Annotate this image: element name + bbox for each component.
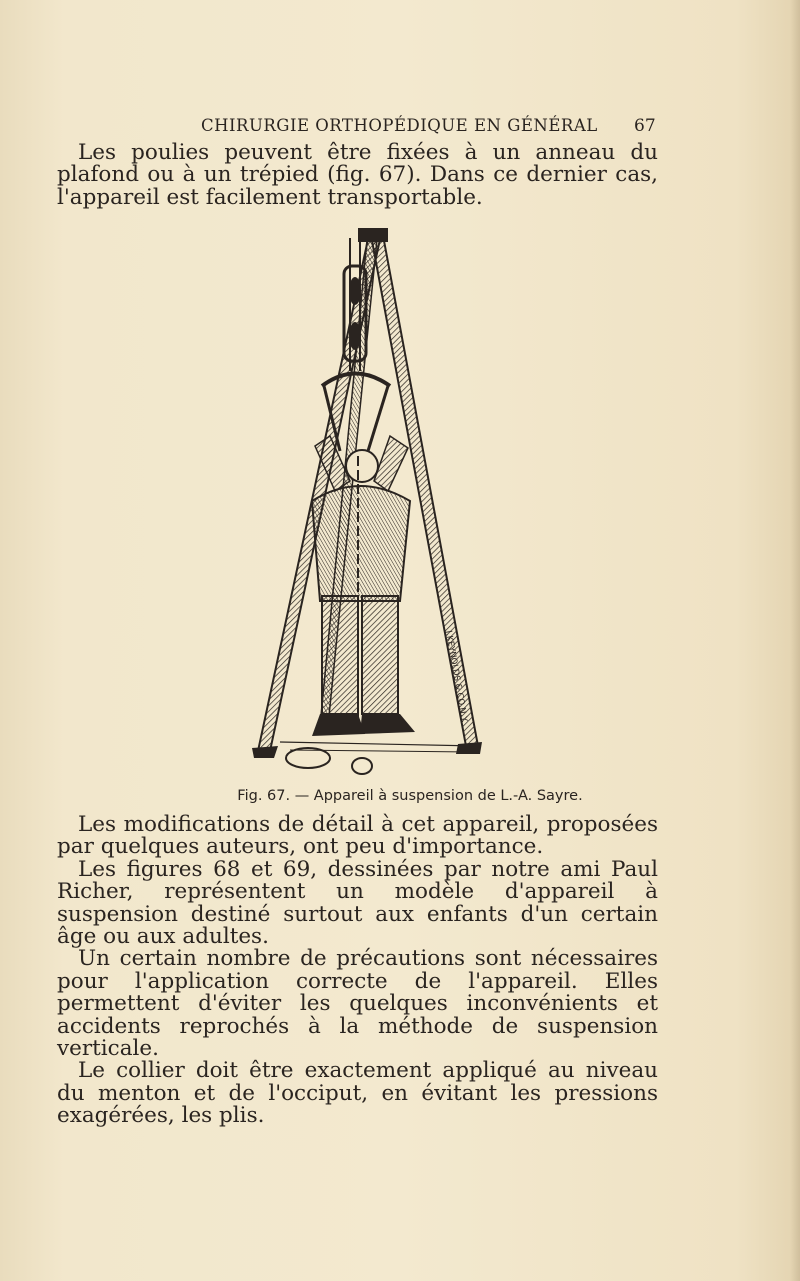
- body-paragraph-4: Le collier doit être exactement appliqué au niveau du menton et de l'occiput, en évitant les pressions exagérées, les plis.: [57, 1058, 658, 1129]
- patient-arm-right: [374, 436, 408, 491]
- engraver-mark: J.KEYNOLDS & CO.N.Y.: [443, 629, 470, 724]
- tripod-foot-left: [252, 746, 278, 758]
- figure-caption: [0, 788, 800, 804]
- page-edge-shadow: [790, 0, 800, 1281]
- figure-67-tripod-illustration: [250, 226, 490, 778]
- tripod-top-cap: [358, 228, 388, 242]
- patient-leg-left: [322, 596, 358, 714]
- body-paragraph-2: Les figures 68 et 69, dessinées par notre ami Paul Richer, représentent un modèle d'appareil à suspension destiné surtout aux enfants d'un certain âge ou aux adultes.: [57, 856, 658, 950]
- patient-jacket: [312, 486, 410, 601]
- body-text: [57, 814, 658, 1128]
- page-header: [0, 116, 800, 140]
- intro-paragraph: Les poulies peuvent être fixées à un anneau du plafond ou à un trépied (fig. 67). Dans ce dernier cas, l'appareil est facilement transportable.: [57, 140, 658, 210]
- patient-shoe-right: [360, 714, 415, 734]
- floor-pulley-ring: [286, 748, 330, 768]
- figure-caption-text: Fig. 67. — Appareil à suspension de L.-A. Sayre.: [237, 788, 583, 804]
- page-number: 67: [634, 116, 656, 136]
- body-paragraph-3: Un certain nombre de précautions sont nécessaires pour l'application correcte de l'appareil. Elles permettent d'éviter les quelques inconvénients et accidents reprochés à la méthode de suspension verticale.: [57, 946, 658, 1062]
- running-head: CHIRURGIE ORTHOPÉDIQUE EN GÉNÉRAL: [201, 116, 598, 135]
- patient-leg-right: [362, 596, 398, 714]
- intro-paragraph-block: [57, 142, 658, 209]
- body-paragraph-1: Les modifications de détail à cet appareil, proposées par quelques auteurs, ont peu d'importance.: [57, 812, 658, 860]
- patient-head: [346, 450, 378, 482]
